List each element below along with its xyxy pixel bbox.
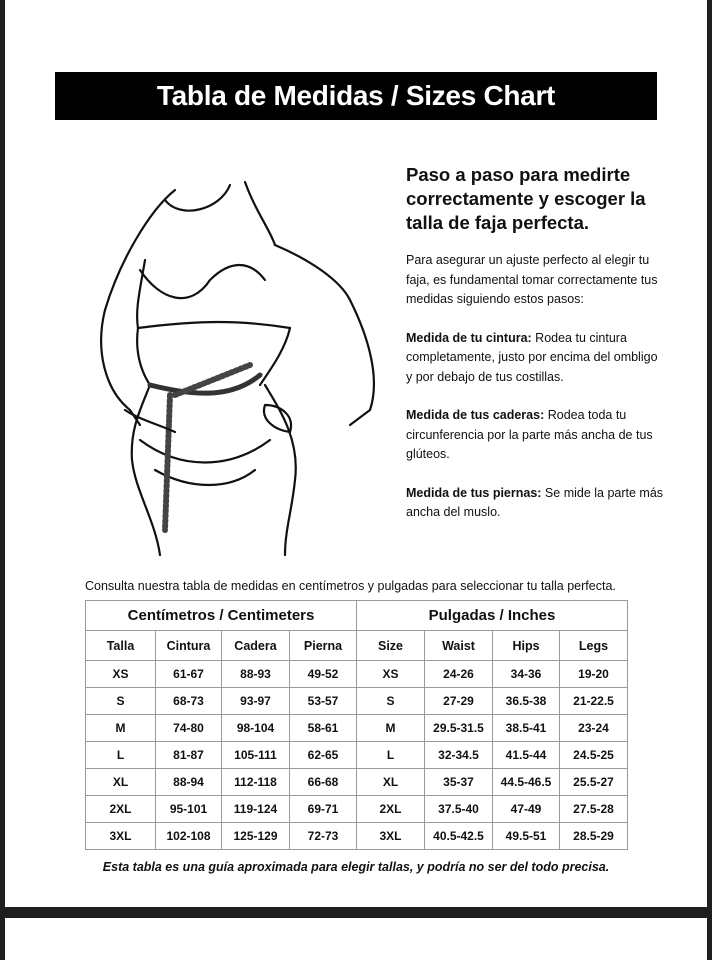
table-cell: 23-24: [560, 715, 628, 742]
table-row: [86, 661, 628, 688]
table-cell: 2XL: [357, 796, 425, 823]
table-row: [86, 715, 628, 742]
table-cell: XL: [86, 769, 156, 796]
table-cell: 58-61: [290, 715, 357, 742]
table-cell: 102-108: [156, 823, 222, 850]
table-cell: 38.5-41: [493, 715, 560, 742]
table-cell: 81-87: [156, 742, 222, 769]
table-row: [86, 742, 628, 769]
table-row: [86, 823, 628, 850]
table-cell: 29.5-31.5: [425, 715, 493, 742]
table-cell: M: [357, 715, 425, 742]
table-cell: 88-94: [156, 769, 222, 796]
step-text: Rodea tu cintura completamente, justo por encima del ombligo y por debajo de tus costillas.: [406, 330, 658, 384]
table-cell: 68-73: [156, 688, 222, 715]
table-caption: Consulta nuestra tabla de medidas en centímetros y pulgadas para seleccionar tu talla perfecta.: [85, 579, 616, 593]
column-header: Cintura: [156, 631, 222, 661]
table-cell: 47-49: [493, 796, 560, 823]
column-header: Cadera: [222, 631, 290, 661]
table-cell: 28.5-29: [560, 823, 628, 850]
column-header: Talla: [86, 631, 156, 661]
table-cell: 49-52: [290, 661, 357, 688]
table-cell: 119-124: [222, 796, 290, 823]
table-cell: 21-22.5: [560, 688, 628, 715]
body-measurement-illustration: [80, 170, 400, 560]
column-header: Hips: [493, 631, 560, 661]
table-cell: 95-101: [156, 796, 222, 823]
table-cell: 40.5-42.5: [425, 823, 493, 850]
instructions: [406, 163, 666, 542]
table-cell: 69-71: [290, 796, 357, 823]
table-cell: L: [357, 742, 425, 769]
step-legs: [406, 484, 666, 523]
table-row: [86, 688, 628, 715]
table-cell: 36.5-38: [493, 688, 560, 715]
table-cell: M: [86, 715, 156, 742]
table-cell: 32-34.5: [425, 742, 493, 769]
step-label: Medida de tu cintura:: [406, 330, 532, 345]
table-cell: XS: [86, 661, 156, 688]
table-cell: 41.5-44: [493, 742, 560, 769]
instructions-lead: Para asegurar un ajuste perfecto al elegir tu faja, es fundamental tomar correctamente tus medidas siguiendo estos pasos:: [406, 253, 658, 306]
table-cell: 125-129: [222, 823, 290, 850]
table-cell: XL: [357, 769, 425, 796]
page-title: Tabla de Medidas / Sizes Chart: [55, 72, 657, 120]
column-header: Pierna: [290, 631, 357, 661]
table-cell: S: [86, 688, 156, 715]
table-cell: 112-118: [222, 769, 290, 796]
table-cell: 35-37: [425, 769, 493, 796]
table-cell: 3XL: [357, 823, 425, 850]
table-cell: 53-57: [290, 688, 357, 715]
table-cell: S: [357, 688, 425, 715]
table-cell: 49.5-51: [493, 823, 560, 850]
column-header: Waist: [425, 631, 493, 661]
step-text: Se mide la parte más ancha del muslo.: [406, 485, 664, 519]
instructions-heading: Paso a paso para medirte correctamente y escoger la talla de faja perfecta.: [406, 164, 646, 233]
disclaimer: Esta tabla es una guía aproximada para elegir tallas, y podría no ser del todo precisa.: [102, 860, 610, 874]
column-header: Size: [357, 631, 425, 661]
table-cell: 37.5-40: [425, 796, 493, 823]
table-cell: 105-111: [222, 742, 290, 769]
table-cell: 61-67: [156, 661, 222, 688]
table-cell: 27-29: [425, 688, 493, 715]
table-cell: 19-20: [560, 661, 628, 688]
table-cell: 93-97: [222, 688, 290, 715]
table-cell: 66-68: [290, 769, 357, 796]
table-cell: 88-93: [222, 661, 290, 688]
next-page: [5, 918, 707, 960]
table-cell: XS: [357, 661, 425, 688]
step-label: Medida de tus piernas:: [406, 485, 542, 500]
table-cell: 62-65: [290, 742, 357, 769]
table-cell: 3XL: [86, 823, 156, 850]
step-text: Rodea toda tu circunferencia por la parte más ancha de tus glúteos.: [406, 408, 653, 461]
step-waist: [406, 329, 666, 388]
table-cell: 25.5-27: [560, 769, 628, 796]
step-hips: [406, 406, 666, 465]
table-cell: 74-80: [156, 715, 222, 742]
table-row: [86, 796, 628, 823]
table-cell: 72-73: [290, 823, 357, 850]
table-cell: 27.5-28: [560, 796, 628, 823]
group-header-cm: Centímetros / Centimeters: [86, 601, 357, 631]
column-header: Legs: [560, 631, 628, 661]
table-cell: 34-36: [493, 661, 560, 688]
step-label: Medida de tus caderas:: [406, 408, 545, 422]
group-header-inches: Pulgadas / Inches: [357, 601, 628, 631]
size-table: [85, 600, 628, 850]
table-row: [86, 769, 628, 796]
table-cell: L: [86, 742, 156, 769]
table-cell: 44.5-46.5: [493, 769, 560, 796]
table-cell: 98-104: [222, 715, 290, 742]
table-cell: 24-26: [425, 661, 493, 688]
table-cell: 24.5-25: [560, 742, 628, 769]
table-cell: 2XL: [86, 796, 156, 823]
